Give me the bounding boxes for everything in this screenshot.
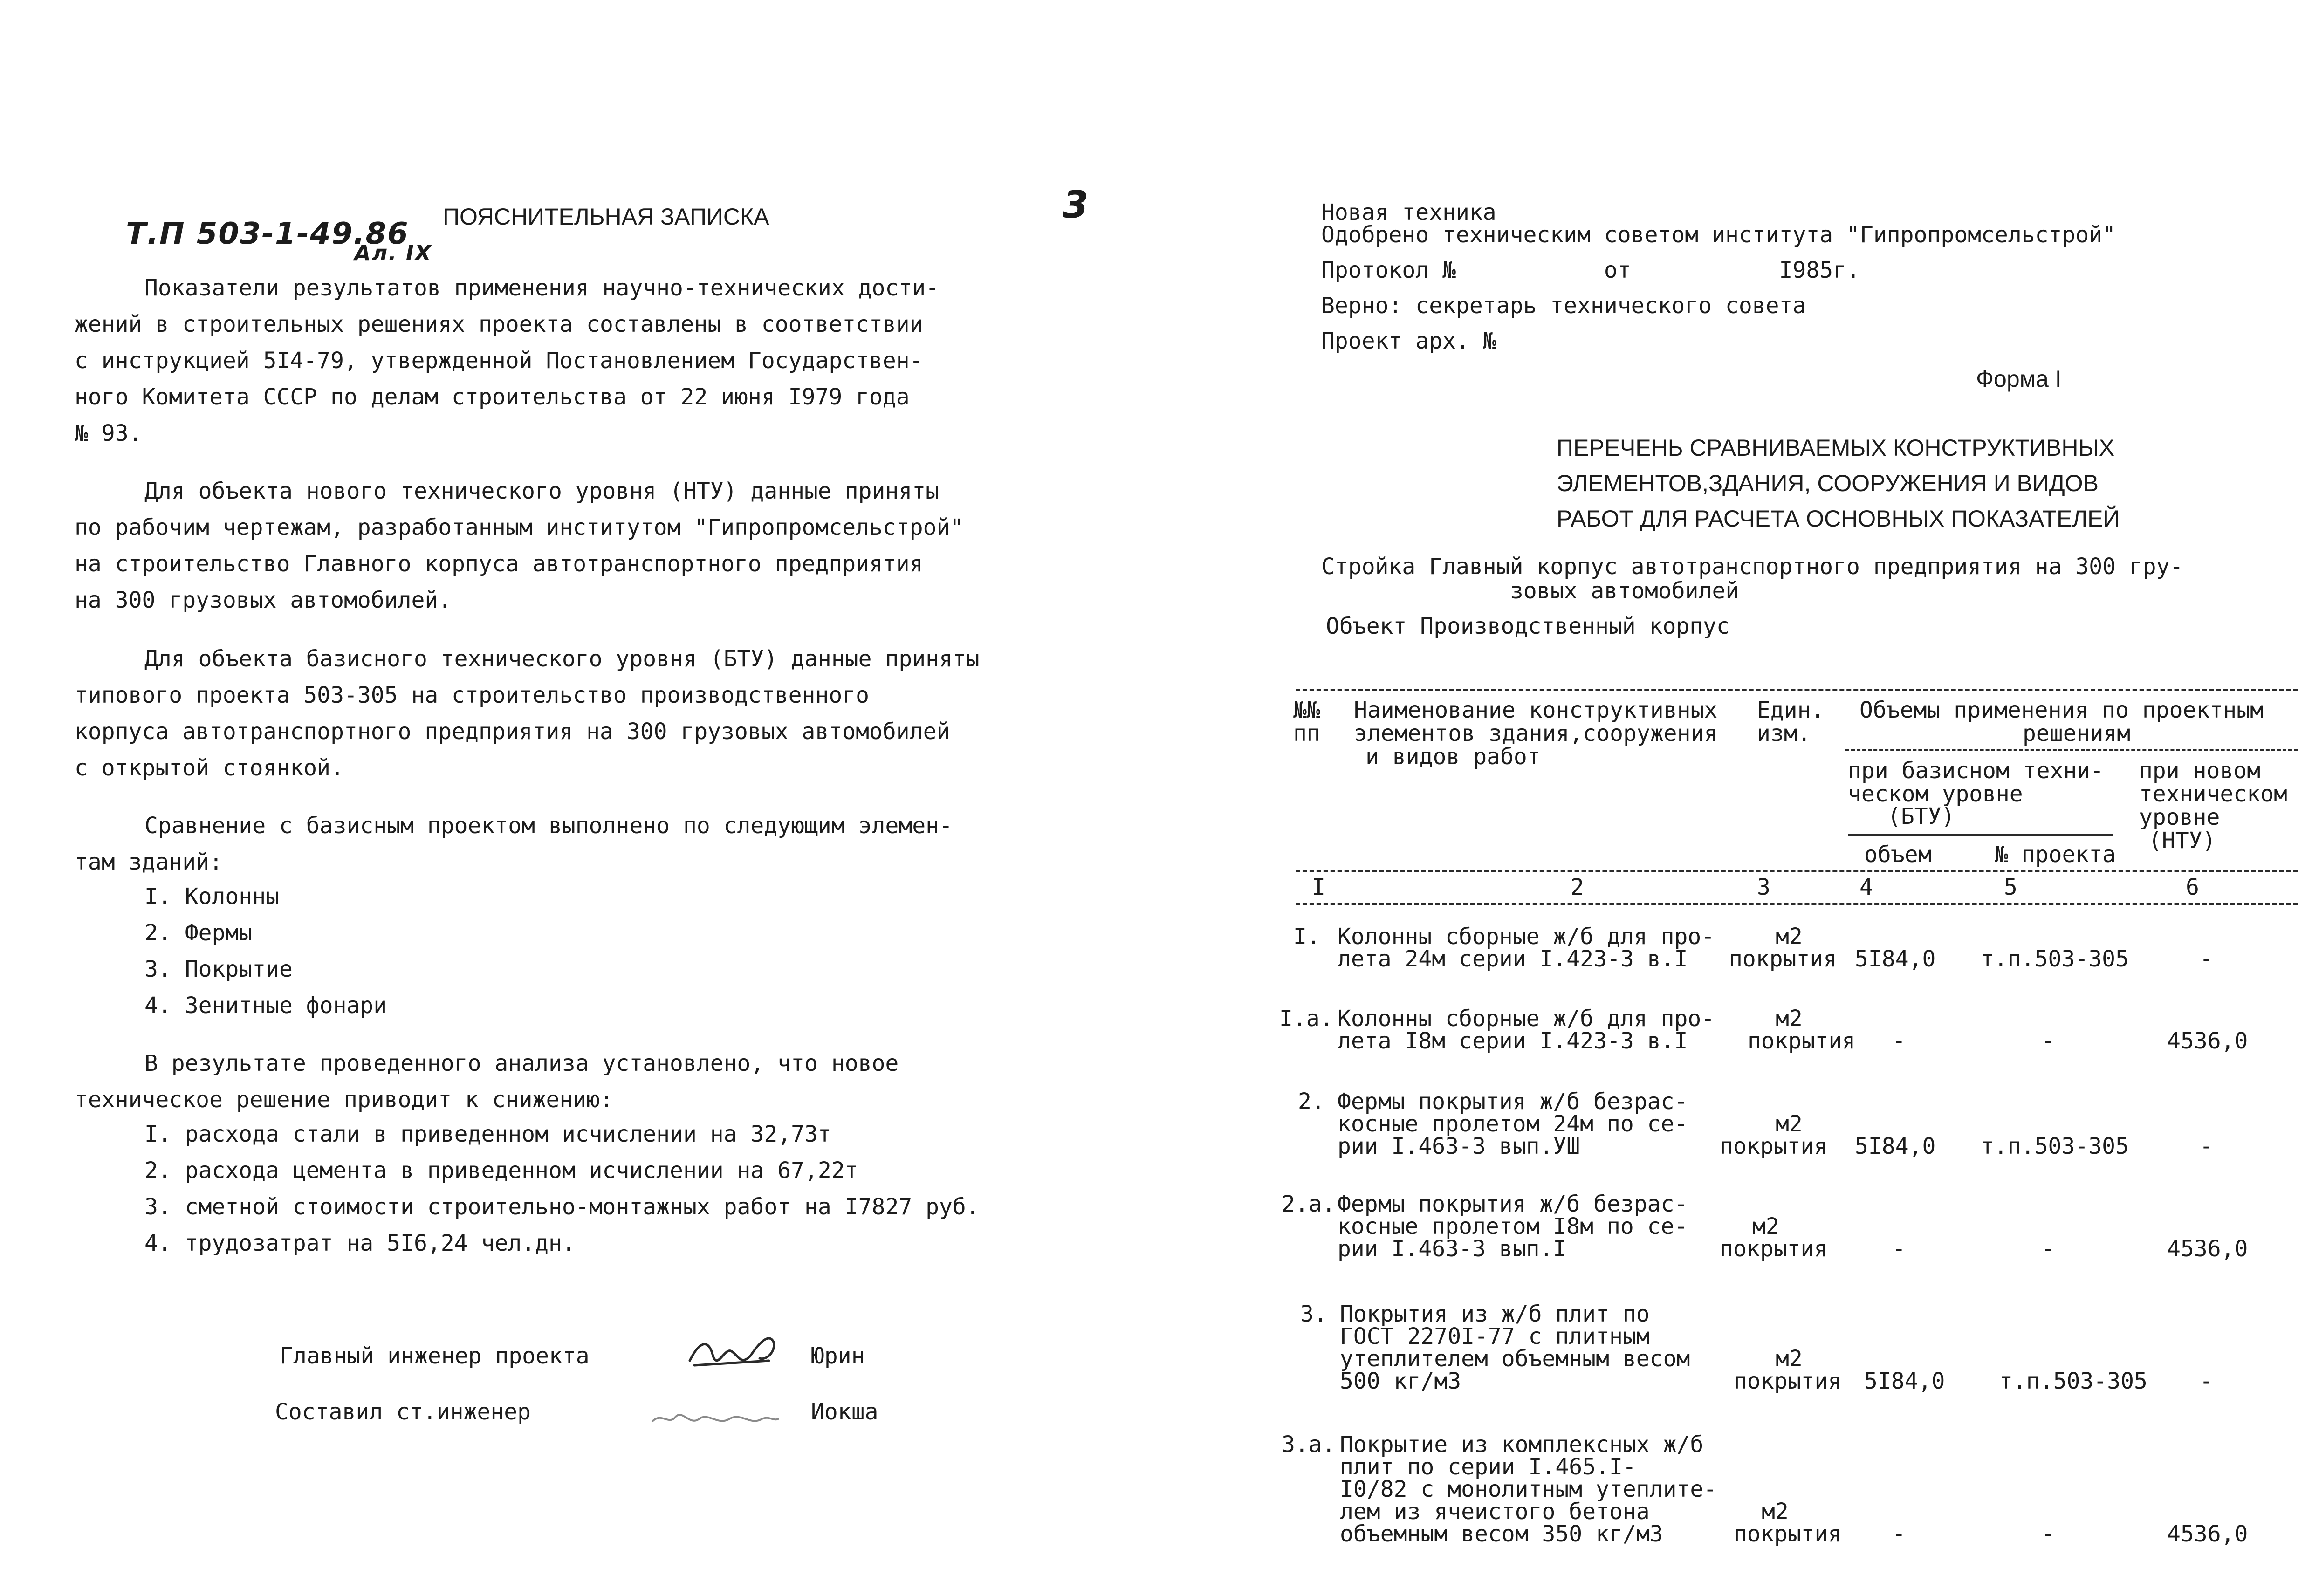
row-btu-project: - [2041,1028,2055,1054]
handwritten-signature-1 [680,1314,788,1379]
row-ntu: 4536,0 [2167,1236,2248,1262]
paragraph-2-line-4: на 300 грузовых автомобилей. [75,587,452,613]
signature-role-compiler: Составил ст.инженер [275,1399,531,1425]
sheet-label: Ал. IX [354,240,432,266]
element-item: I. Колонны [144,884,279,910]
row-ntu: - [2200,1368,2213,1394]
list-title-line-1: ПЕРЕЧЕНЬ СРАВНИВАЕМЫХ КОНСТРУКТИВНЫХ [1557,435,2115,461]
form-label: Форма I [1976,366,2062,392]
table-top-border [1296,689,2298,691]
paragraph-3-line-4: с открытой стоянкой. [75,755,344,781]
signature-name-compiler: Иокша [811,1399,878,1425]
header-new-technology: Новая техника [1321,199,1496,226]
row-unit: м2 [1776,924,1803,950]
row-btu-project: - [2041,1521,2055,1547]
row-name: 500 кг/м3 [1340,1368,1461,1394]
row-name: лета 24м серии I.423-3 в.I [1338,946,1688,972]
th-btu-underline [1848,834,2113,836]
handwritten-signature-2 [648,1393,783,1440]
th-col2: и видов работ [1365,744,1541,770]
table-header-border [1296,870,2298,872]
row-ntu: - [2200,1133,2213,1159]
row-unit: м2 [1776,1346,1803,1372]
row-btu-project: т.п.503-305 [1981,946,2129,972]
row-name: Покрытия из ж/б плит по [1340,1301,1650,1327]
row-unit: покрытия [1720,1133,1828,1159]
paragraph-3-line-1: Для объекта базисного технического уровня (БТУ) данные приняты [144,646,980,672]
row-number: I. [1293,924,1320,950]
row-name: лета I8м серии I.423-3 в.I [1338,1028,1688,1054]
row-btu-project: т.п.503-305 [1981,1133,2129,1159]
th-btu: при базисном техни- [1848,758,2104,784]
row-name: Фермы покрытия ж/б безрас- [1338,1191,1688,1217]
header-verified: Верно: секретарь технического совета [1321,293,1806,319]
paragraph-5-line-2: техническое решение приводит к снижению: [75,1087,613,1113]
row-btu-volume: 5I84,0 [1855,946,1936,972]
stroyka-line-1: Стройка Главный корпус автотранспортного предприятия на 300 гру- [1321,554,2183,580]
object-line: Объект Производственный корпус [1326,613,1730,639]
row-unit: м2 [1776,1111,1803,1137]
list-title-line-3: РАБОТ ДЛЯ РАСЧЕТА ОСНОВНЫХ ПОКАЗАТЕЛЕЙ [1557,506,2120,532]
paragraph-2-line-1: Для объекта нового технического уровня (НТУ) данные приняты [144,478,940,504]
col-number: 5 [2004,874,2017,900]
row-unit: м2 [1752,1213,1779,1240]
signature-name-chief-engineer: Юрин [811,1343,865,1369]
note-title: ПОЯСНИТЕЛЬНАЯ ЗАПИСКА [443,204,769,230]
th-ntu: (НТУ) [2148,828,2216,854]
th-project-number: № проекта [1995,842,2116,868]
element-item: 2. Фермы [144,920,253,946]
paragraph-4-line-2: там зданий: [75,849,223,875]
row-number: 2.а. [1282,1191,1336,1217]
row-btu-volume: - [1892,1028,1906,1054]
row-unit: м2 [1762,1499,1789,1525]
row-number: 3.а. [1282,1432,1336,1458]
paragraph-2-line-2: по рабочим чертежам, разработанным институтом "Гипропромсельстрой" [75,514,964,541]
list-title-line-2: ЭЛЕМЕНТОВ,ЗДАНИЯ, СООРУЖЕНИЯ И ВИДОВ [1557,470,2099,496]
header-approved: Одобрено техническим советом института "Гипропромсельстрой" [1321,222,2116,248]
th-col1: №№ [1293,697,1320,723]
row-btu-project: т.п.503-305 [1999,1368,2147,1394]
th-ntu: уровне [2139,804,2220,830]
result-item: 3. сметной стоимости строительно-монтажных работ на I7827 руб. [144,1194,980,1220]
row-number: 2. [1298,1089,1325,1115]
row-btu-volume: - [1892,1521,1906,1547]
row-name: I0/82 с монолитным утеплите- [1340,1476,1717,1502]
row-unit: покрытия [1720,1236,1828,1262]
paragraph-1-line-2: жений в строительных решениях проекта составлены в соответствии [75,311,923,337]
row-name: рии I.463-3 вып.I [1338,1236,1567,1262]
row-name: Колонны сборные ж/б для про- [1338,1006,1715,1032]
row-name: ГОСТ 2270I-77 с плитным [1340,1323,1650,1349]
paragraph-5-line-1: В результате проведенного анализа установлено, что новое [144,1050,899,1076]
row-name: Колонны сборные ж/б для про- [1338,924,1715,950]
th-col2: Наименование конструктивных [1354,697,1718,723]
row-btu-volume: 5I84,0 [1855,1133,1936,1159]
th-volumes: решениям [2023,720,2131,747]
row-name: лем из ячеистого бетона [1340,1499,1650,1525]
row-unit: покрытия [1734,1521,1842,1547]
row-ntu: - [2200,946,2213,972]
signature-role-chief-engineer: Главный инженер проекта [280,1343,590,1369]
row-unit: м2 [1776,1006,1803,1032]
table-number-border [1296,903,2298,905]
row-ntu: 4536,0 [2167,1521,2248,1547]
col-number: 6 [2186,874,2199,900]
col-number: 2 [1571,874,1584,900]
header-project-archive: Проект арх. № [1321,328,1496,354]
paragraph-3-line-2: типового проекта 503-305 на строительство производственного [75,682,870,708]
row-name: Фермы покрытия ж/б безрас- [1338,1089,1688,1115]
row-name: плит по серии I.465.I- [1340,1454,1636,1480]
paragraph-2-line-3: на строительство Главного корпуса автотранспортного предприятия [75,551,923,577]
row-unit: покрытия [1729,946,1837,972]
th-ntu: при новом [2139,758,2261,784]
paragraph-1-line-3: с инструкцией 5I4-79, утвержденной Постановлением Государствен- [75,348,923,374]
row-number: 3. [1300,1301,1327,1327]
col-number: 4 [1859,874,1873,900]
th-btu: (БТУ) [1887,803,1955,829]
paragraph-3-line-3: корпуса автотранспортного предприятия на 300 грузовых автомобилей [75,719,950,745]
document-number: Т.П 503-1-49.86 [126,217,409,251]
row-name: объемным весом 350 кг/м3 [1340,1521,1663,1547]
result-item: I. расхода стали в приведенном исчислении на 32,73т [144,1121,831,1147]
col-number: 3 [1757,874,1770,900]
stroyka-line-2: зовых автомобилей [1510,578,1739,604]
row-name: косные пролетом I8м по се- [1338,1213,1688,1240]
row-number: I.а. [1279,1006,1333,1032]
paragraph-1-line-4: ного Комитета СССР по делам строительства от 22 июня I979 года [75,384,910,410]
result-item: 2. расхода цемента в приведенном исчислении на 67,22т [144,1158,858,1184]
paragraph-1-line-1: Показатели результатов применения научно-технических дости- [144,275,940,301]
element-item: 3. Покрытие [144,956,293,982]
th-volumes: Объемы применения по проектным [1859,697,2264,723]
th-ntu: техническом [2139,781,2287,807]
th-volume: объем [1864,842,1932,868]
header-protocol: Протокол № от I985г. [1321,257,1860,283]
element-item: 4. Зенитные фонари [144,993,387,1019]
row-ntu: 4536,0 [2167,1028,2248,1054]
page-number: 3 [1063,183,1090,226]
row-btu-project: - [2041,1236,2055,1262]
th-col3: изм. [1757,720,1811,747]
th-col3: Един. [1757,697,1825,723]
th-btu: ческом уровне [1848,781,2023,807]
th-col2: элементов здания,сооружения [1354,720,1718,747]
row-unit: покрытия [1734,1368,1842,1394]
th-underline [1845,749,2298,751]
row-btu-volume: 5I84,0 [1864,1368,1945,1394]
col-number: I [1312,874,1325,900]
result-item: 4. трудозатрат на 5I6,24 чел.дн. [144,1230,576,1256]
row-unit: покрытия [1748,1028,1856,1054]
row-name: утеплителем объемным весом [1340,1346,1690,1372]
row-name: косные пролетом 24м по се- [1338,1111,1688,1137]
row-btu-volume: - [1892,1236,1906,1262]
row-name: Покрытие из комплексных ж/б [1340,1432,1704,1458]
paragraph-1-line-5: № 93. [75,420,142,446]
paragraph-4-line-1: Сравнение с базисным проектом выполнено по следующим элемен- [144,813,953,839]
th-col1: пп [1293,720,1320,747]
row-name: рии I.463-3 вып.УШ [1338,1133,1580,1159]
